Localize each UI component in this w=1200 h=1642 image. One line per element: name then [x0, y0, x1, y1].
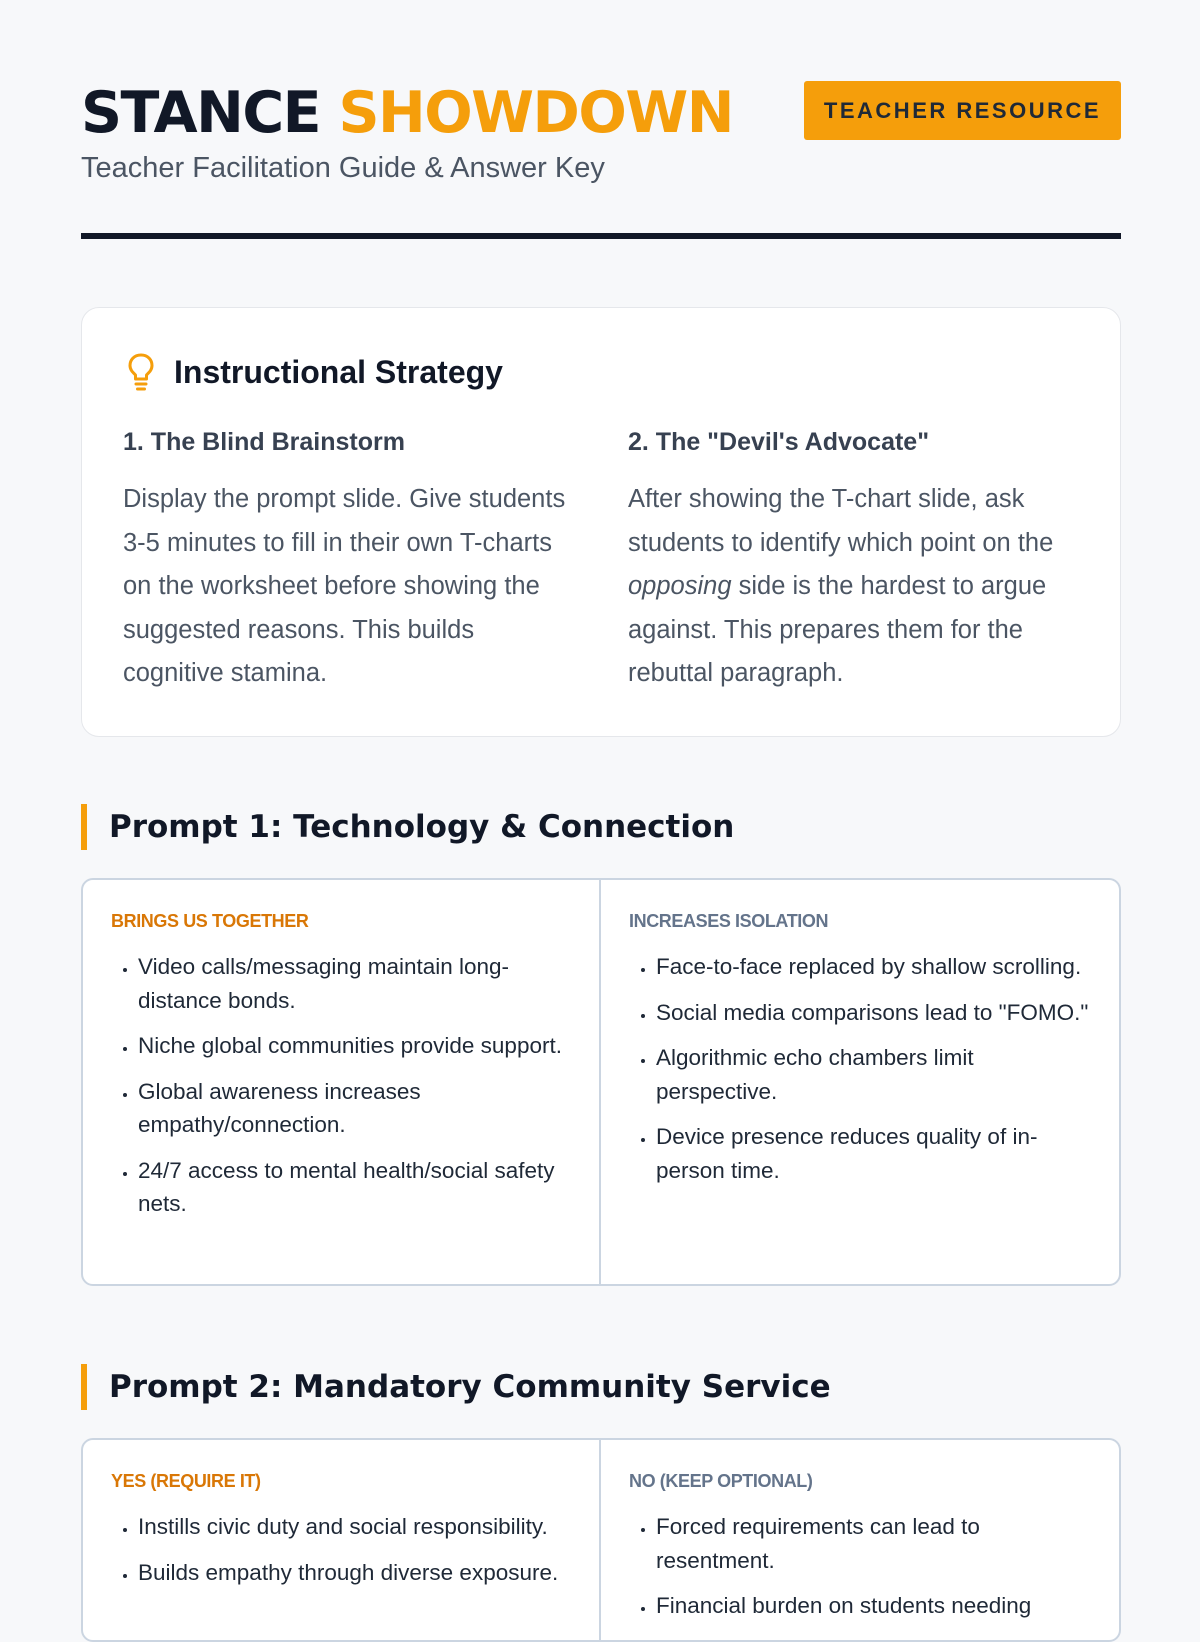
strategy-step-2-body — [628, 478, 1083, 696]
prompt-1-for-column — [83, 880, 601, 1284]
list-item: • 24/7 access to mental health/social safety nets. — [138, 1154, 575, 1221]
prompt-1-for-list — [111, 950, 575, 1221]
prompt-1-for-label: BRINGS US TOGETHER — [111, 911, 309, 931]
prompt-1-against-list — [629, 950, 1095, 1187]
prompt-2-t-chart — [81, 1438, 1121, 1642]
prompt-2-title: Prompt 2: Mandatory Community Service — [81, 1364, 831, 1410]
header-divider — [81, 233, 1121, 239]
page-title — [81, 80, 733, 146]
list-item: • Niche global communities provide support. — [138, 1029, 575, 1063]
strategy-title: Instructional Strategy — [174, 353, 503, 390]
prompt-2-for-column — [83, 1440, 601, 1640]
prompt-2-against-list — [629, 1510, 1095, 1623]
teacher-resource-badge: TEACHER RESOURCE — [804, 81, 1121, 140]
prompt-2-against-label: NO (KEEP OPTIONAL) — [629, 1471, 813, 1491]
list-item: • Device presence reduces quality of in-person time. — [656, 1120, 1095, 1187]
strategy-header — [126, 352, 503, 392]
prompt-1-t-chart — [81, 878, 1121, 1286]
page-subtitle: Teacher Facilitation Guide & Answer Key — [81, 152, 605, 184]
list-item: • Global awareness increases empathy/connection. — [138, 1075, 575, 1142]
prompt-1-against-column — [601, 880, 1119, 1284]
page — [81, 0, 1121, 1618]
instructional-strategy-card — [81, 307, 1121, 737]
lightbulb-icon — [126, 352, 156, 392]
list-item: • Video calls/messaging maintain long-distance bonds. — [138, 950, 575, 1017]
strategy-step-2-emphasis: opposing — [628, 572, 732, 600]
strategy-step-2-body-start: After showing the T-chart slide, ask students to identify which point on the — [628, 485, 1054, 557]
prompt-1-against-label: INCREASES ISOLATION — [629, 911, 829, 931]
strategy-step-1 — [123, 426, 578, 696]
strategy-step-2 — [628, 426, 1083, 696]
strategy-step-2-body-end: side is the hardest to argue against. This prepares them for the rebuttal paragraph. — [628, 572, 1047, 687]
list-item: • Face-to-face replaced by shallow scrolling. — [656, 950, 1095, 984]
prompt-1-title: Prompt 1: Technology & Connection — [81, 804, 734, 850]
strategy-step-2-heading: 2. The "Devil's Advocate" — [628, 428, 930, 456]
title-part-2: SHOWDOWN — [338, 80, 733, 146]
strategy-step-1-body: Display the prompt slide. Give students 3-5 minutes to fill in their own T-charts on the worksheet before showing the suggested reasons. This builds cognitive stamina. — [123, 485, 566, 687]
prompt-2-for-label: YES (REQUIRE IT) — [111, 1471, 261, 1491]
list-item: • Instills civic duty and social responsibility. — [138, 1510, 575, 1544]
title-part-1: STANCE — [81, 80, 321, 146]
strategy-step-1-heading: 1. The Blind Brainstorm — [123, 428, 405, 456]
list-item: • Financial burden on students needing — [656, 1589, 1095, 1623]
page-header — [81, 0, 1121, 242]
prompt-2-against-column — [601, 1440, 1119, 1640]
prompt-2-for-list — [111, 1510, 575, 1589]
list-item: • Forced requirements can lead to resentment. — [656, 1510, 1095, 1577]
list-item: • Social media comparisons lead to "FOMO." — [656, 996, 1095, 1030]
list-item: • Builds empathy through diverse exposure. — [138, 1556, 575, 1590]
list-item: • Algorithmic echo chambers limit perspective. — [656, 1041, 1095, 1108]
